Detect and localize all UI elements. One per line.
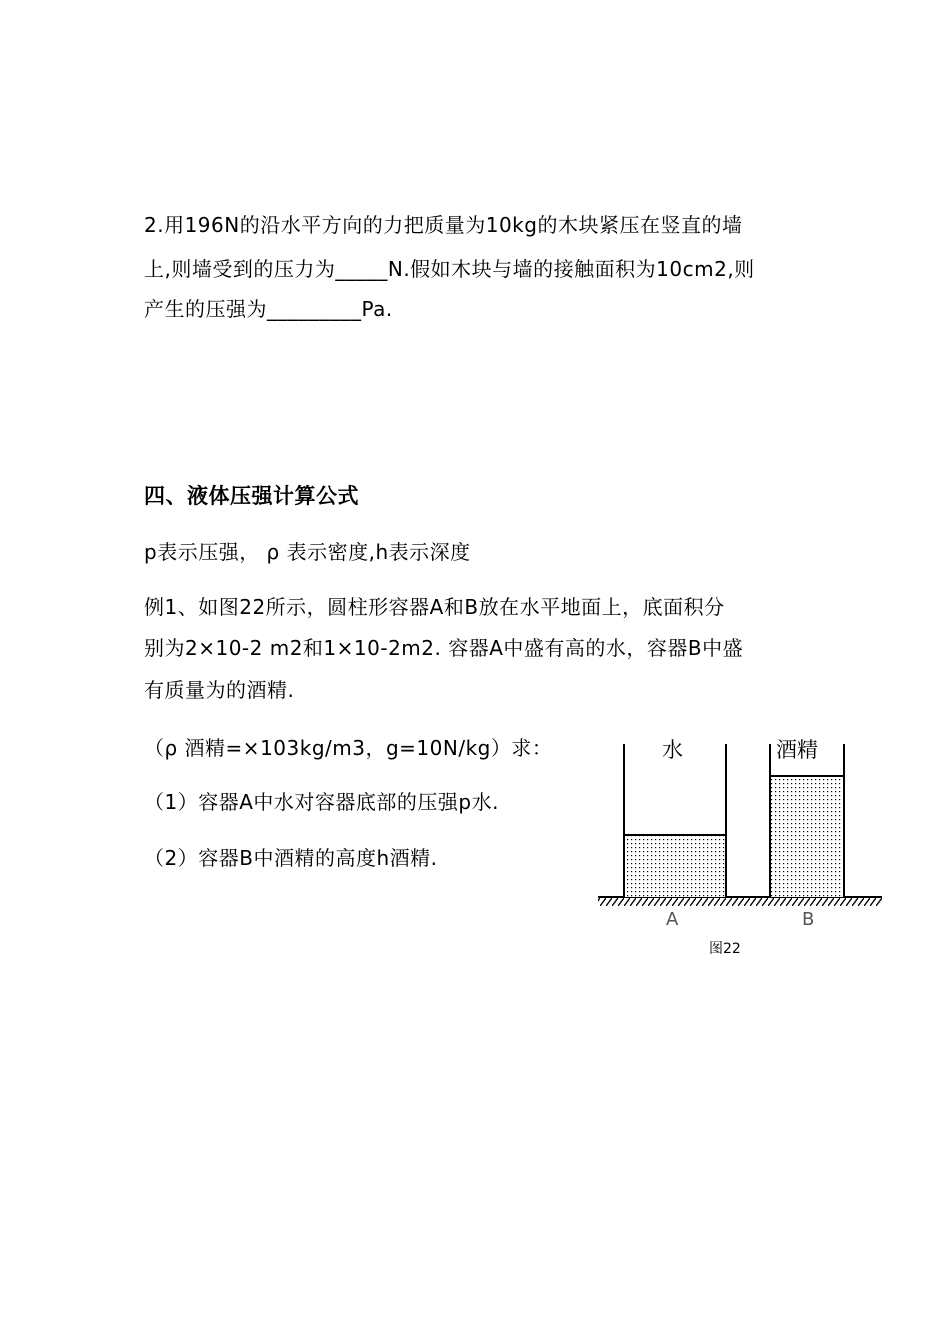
example-1-line-1: 例1、如图22所示，圆柱形容器A和B放在水平地面上，底面积分: [144, 595, 725, 619]
section-heading: 四、液体压强计算公式: [144, 484, 359, 508]
containers-diagram: [594, 738, 888, 968]
container-a-liquid-label: 水: [662, 738, 683, 762]
example-1-given: （ρ 酒精=×103kg/m3，g=10N/kg）求：: [144, 736, 553, 760]
ground-hatching: [598, 898, 882, 906]
figure-caption: 图22: [709, 941, 741, 957]
problem-2-line-2: 上,则墙受到的压力为_____N.假如木块与墙的接触面积为10cm2,则: [144, 257, 755, 281]
example-1-question-2: （2）容器B中酒精的高度h酒精.: [144, 846, 438, 870]
container-b-liquid-label: 酒精: [776, 738, 818, 762]
container-b-alcohol: [771, 776, 843, 897]
example-1-line-3: 有质量为的酒精.: [144, 678, 295, 702]
problem-2-line-1: 2.用196N的沿水平方向的力把质量为10kg的木块紧压在竖直的墙: [144, 213, 743, 237]
example-1-line-2: 别为2×10-2 m2和1×10-2m2. 容器A中盛有高的水，容器B中盛: [144, 636, 744, 660]
formula-description: p表示压强， ρ 表示密度,h表示深度: [144, 540, 471, 564]
problem-2-line-3: 产生的压强为_________Pa.: [144, 297, 393, 321]
example-1-question-1: （1）容器A中水对容器底部的压强p水.: [144, 790, 499, 814]
container-a-label: A: [666, 909, 679, 930]
figure-22: [594, 738, 888, 968]
container-a-water: [625, 835, 725, 897]
container-b-label: B: [802, 909, 815, 930]
